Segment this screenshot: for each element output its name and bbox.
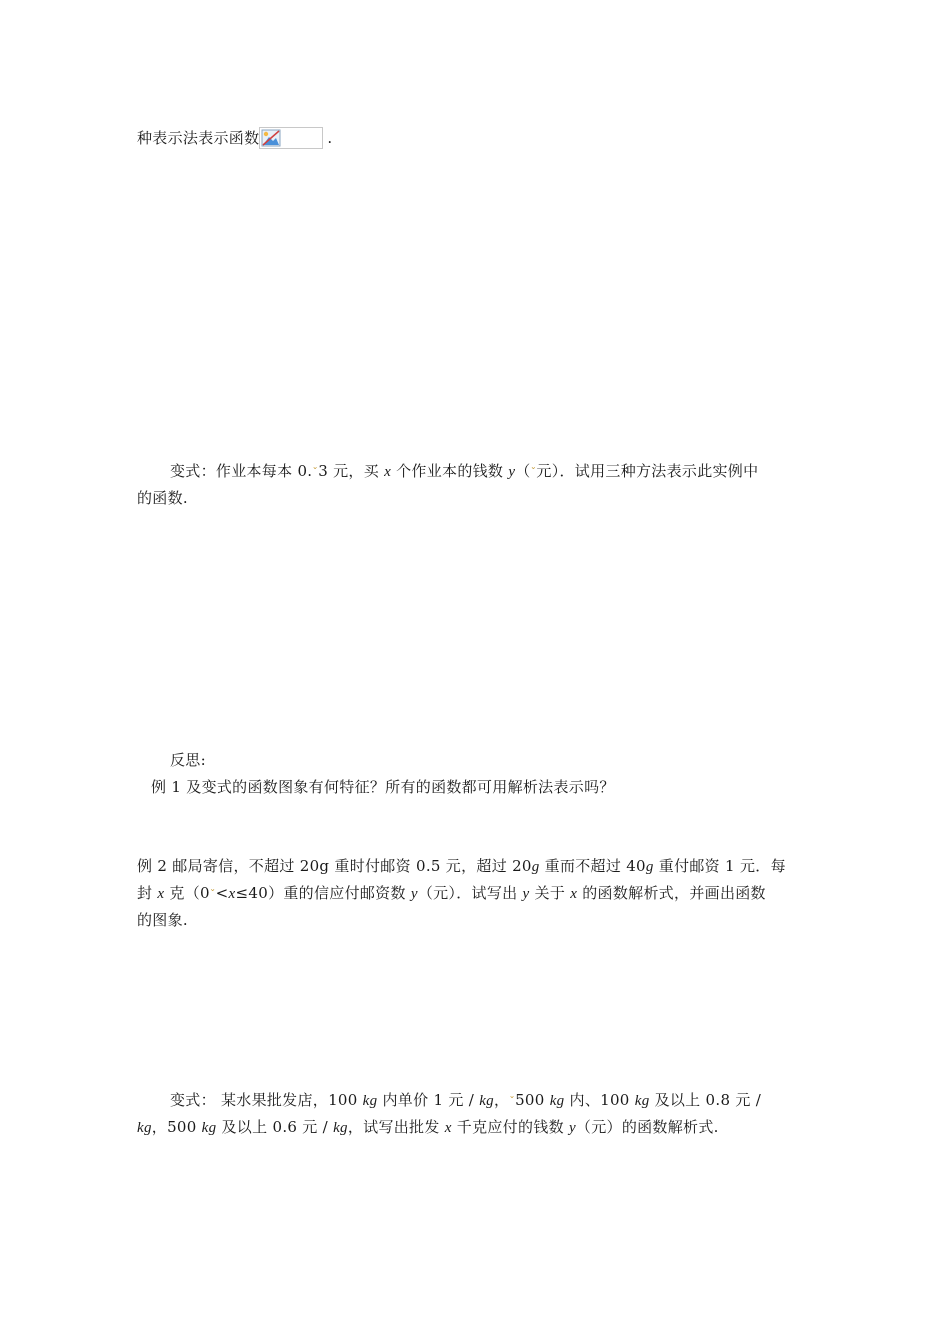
edit-mark-icon: ˇ: [209, 888, 216, 901]
text-segment: 3 元，买: [318, 462, 385, 480]
paragraph-line: [137, 910, 188, 930]
edit-mark-icon: ˇ: [312, 466, 319, 479]
text-segment: 及以上 0.6 元 /: [216, 1118, 334, 1136]
text-segment: 变式： 某水果批发店，100: [170, 1091, 363, 1109]
text-segment: 重而不超过 40: [539, 857, 646, 875]
paragraph-line: [137, 127, 332, 149]
math-var: x: [570, 886, 578, 902]
text-segment: 重付邮资 1 元．每: [653, 857, 786, 875]
math-var: g: [645, 859, 654, 875]
math-unit: kg: [201, 1120, 217, 1136]
text-segment: 个作业本的钱数: [391, 462, 509, 480]
text-segment: （: [515, 462, 531, 480]
math-var: y: [522, 886, 530, 902]
text-segment: .: [327, 129, 333, 147]
text-segment: 千克应付的钱数: [451, 1118, 569, 1136]
math-var: y: [508, 464, 516, 480]
math-unit: kg: [333, 1120, 348, 1136]
text-segment: （元）的函数解析式.: [575, 1118, 719, 1136]
math-var: x: [157, 886, 165, 902]
text-segment: ，试写出批发: [347, 1118, 445, 1136]
text-segment: 例 2 邮局寄信，不超过 20g 重时付邮资 0.5 元，超过 20: [137, 857, 532, 875]
text-segment: 及以上 0.8 元 /: [649, 1091, 762, 1109]
text-segment: 关于: [529, 884, 571, 902]
math-var: y: [568, 1120, 576, 1136]
paragraph-line: [137, 883, 766, 905]
math-var: y: [410, 886, 418, 902]
math-var: x: [228, 886, 236, 902]
text-segment: 例 1 及变式的函数图象有何特征？所有的函数都可用解析法表示吗？: [151, 778, 615, 796]
text-segment: <: [215, 884, 229, 902]
math-var: x: [384, 464, 392, 480]
paragraph-line: [137, 1117, 719, 1138]
paragraph-line: [170, 1090, 761, 1112]
edit-mark-icon: ˇ: [530, 466, 537, 479]
math-unit: kg: [362, 1093, 378, 1109]
paragraph-line: [137, 488, 188, 508]
text-segment: 种表示法表示函数: [137, 129, 260, 147]
text-segment: ≤40）重的信应付邮资数: [235, 884, 411, 902]
text-segment: （元）．试写出: [417, 884, 523, 902]
edit-mark-icon: ˇ: [509, 1095, 516, 1108]
math-unit: kg: [549, 1093, 565, 1109]
text-segment: ，500: [151, 1118, 202, 1136]
text-segment: 内、100: [564, 1091, 635, 1109]
text-segment: 反思:: [170, 751, 206, 769]
math-var: g: [531, 859, 540, 875]
math-unit: kg: [137, 1120, 152, 1136]
text-segment: 内单价 1 元 /: [377, 1091, 480, 1109]
math-unit: kg: [479, 1093, 494, 1109]
text-segment: 封: [137, 884, 158, 902]
text-segment: 克（0: [164, 884, 210, 902]
text-segment: 的图象.: [137, 911, 188, 929]
paragraph-line: [151, 777, 615, 797]
paragraph-line: [170, 461, 758, 483]
text-segment: 元）．试用三种方法表示此实例中: [536, 462, 759, 480]
broken-image-icon: [259, 127, 323, 149]
text-segment: ，: [493, 1091, 510, 1109]
math-unit: kg: [634, 1093, 650, 1109]
section-heading: [170, 750, 206, 770]
text-segment: 500: [515, 1091, 550, 1109]
paragraph-line: [137, 856, 786, 877]
math-var: x: [444, 1120, 452, 1136]
text-segment: 变式：作业本每本 0.: [170, 462, 313, 480]
text-segment: 的函数.: [137, 489, 188, 507]
text-segment: 的函数解析式，并画出函数: [577, 884, 766, 902]
